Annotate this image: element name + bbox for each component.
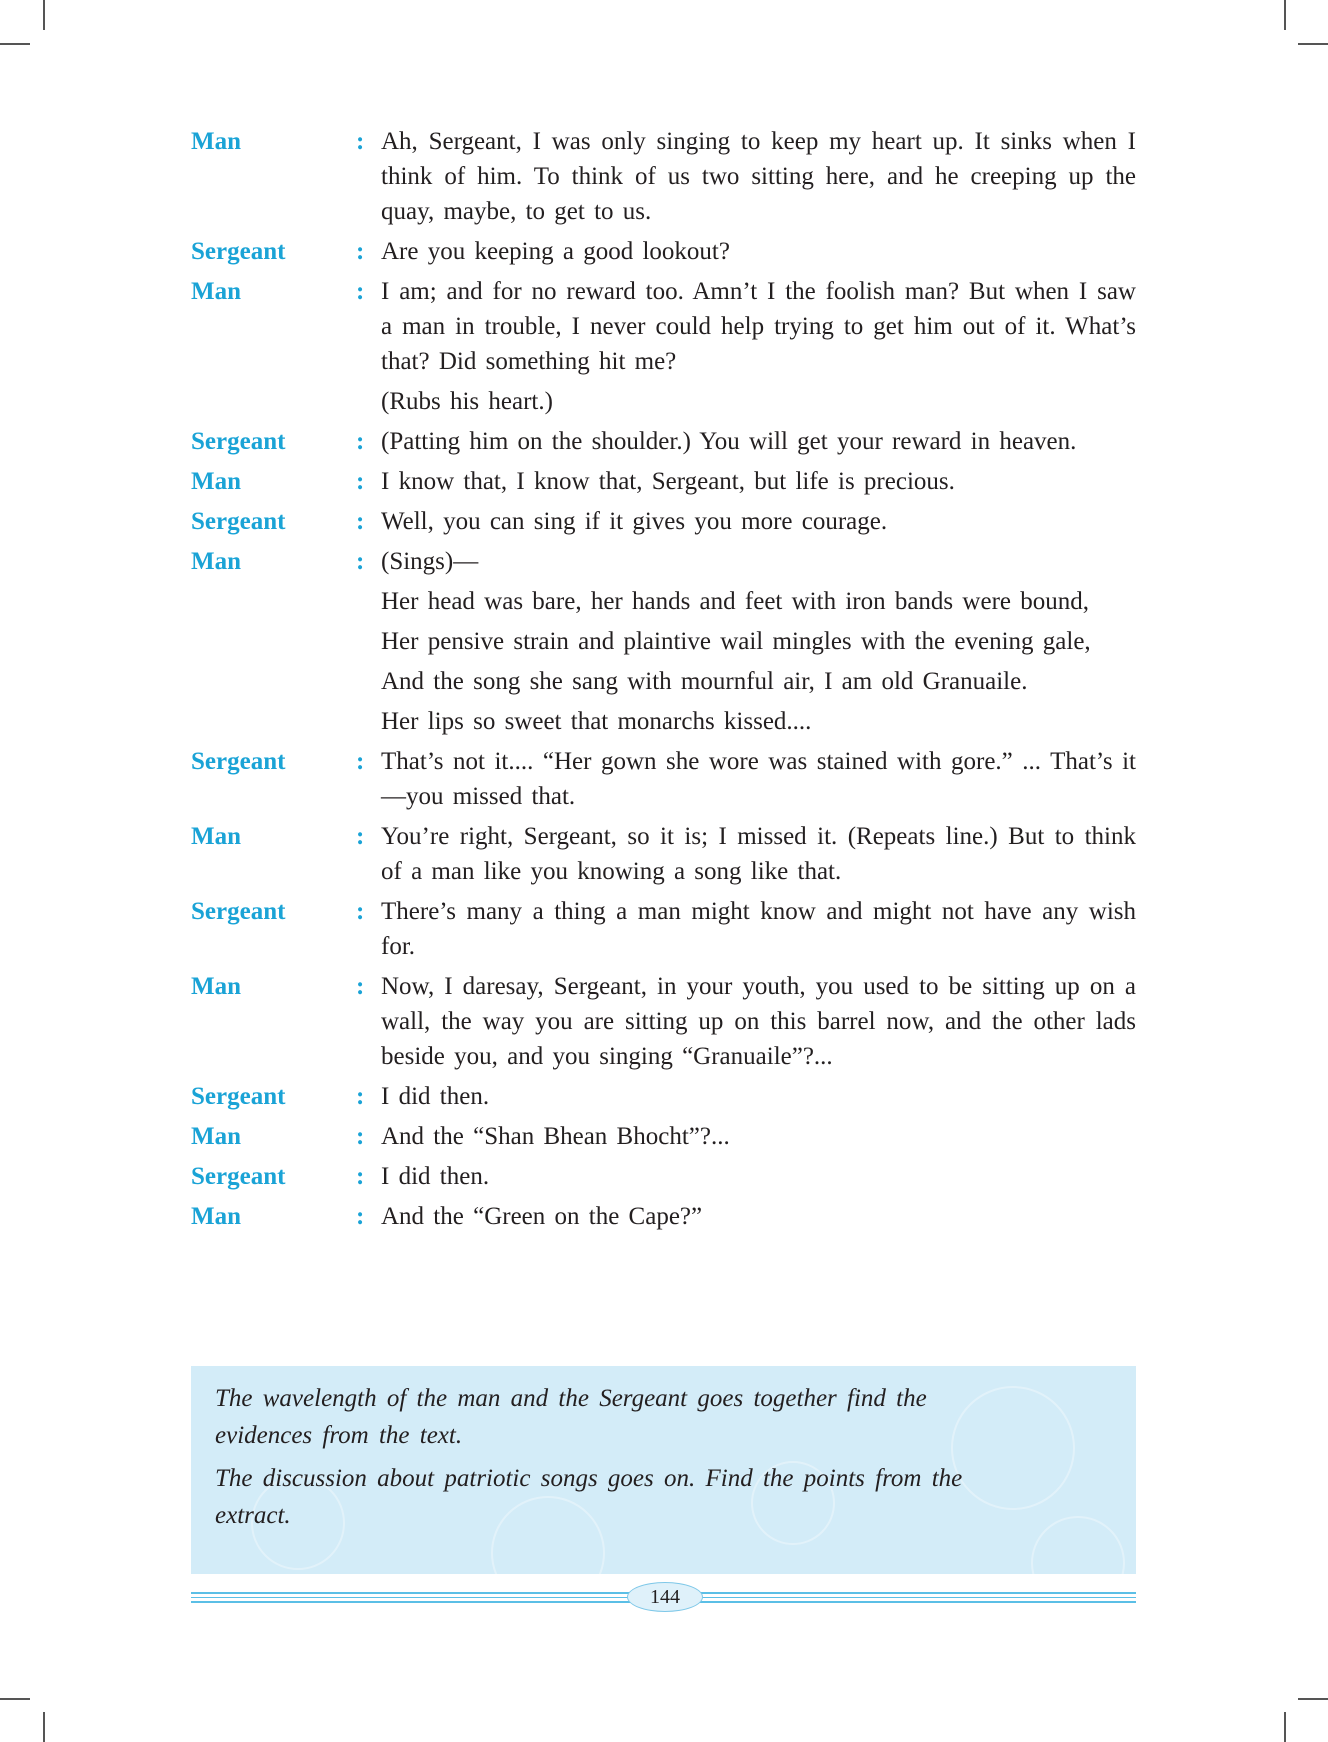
dialogue-line [191,894,1136,964]
song-line: And the song she sang with mournful air, I am old Granuaile. [381,668,1028,695]
speaker-colon: : [356,823,365,850]
speech-text: I know that, I know that, Sergeant, but life is precious. [381,468,955,495]
dialogue-line [191,969,1136,1074]
speaker-colon: : [356,973,365,1000]
dialogue-line [191,234,1136,269]
speaker-name: Sergeant [191,1163,286,1190]
speaker-colon: : [356,748,365,775]
speaker-name: Man [191,1203,241,1230]
speech-text: There’s many a thing a man might know and might not have any wish for. [381,898,1136,960]
speaker-name: Sergeant [191,428,286,455]
dialogue-line [191,1199,1136,1234]
activity-box [191,1366,1136,1574]
speaker-name: Man [191,468,241,495]
speaker-name: Sergeant [191,1083,286,1110]
crop-mark [43,1712,45,1742]
activity-question: The discussion about patriotic songs goes on. Find the points from the extract. [215,1465,963,1529]
dialogue-line [191,1159,1136,1194]
speech-text: That’s not it.... “Her gown she wore was stained with gore.” ... That’s it—you missed that. [381,748,1136,810]
speaker-colon: : [356,548,365,575]
crop-mark [1284,0,1286,30]
dialogue-line [191,504,1136,539]
stage-direction: (Rubs his heart.) [381,388,553,415]
speaker-name: Man [191,548,241,575]
crop-mark [0,43,30,45]
speech-text: Ah, Sergeant, I was only singing to keep my heart up. It sinks when I think of him. To think of us two sitting here, and he creeping up the quay, maybe, to get to us. [381,128,1136,225]
page-number: 144 [627,1582,703,1612]
song-line: Her lips so sweet that monarchs kissed.... [381,708,812,735]
speaker-name: Man [191,823,241,850]
speaker-name: Man [191,128,241,155]
speech-text: I did then. [381,1163,490,1190]
dialogue-line [191,1119,1136,1154]
speaker-colon: : [356,1123,365,1150]
speaker-name: Man [191,278,241,305]
dialogue-line [191,544,1136,739]
speaker-name: Sergeant [191,748,286,775]
speaker-colon: : [356,1163,365,1190]
dialogue [191,124,1136,1239]
rose-pattern-decoration [1031,1516,1125,1574]
speech-text: Now, I daresay, Sergeant, in your youth, you used to be sitting up on a wall, the way you are sitting up on this barrel now, and the other lads beside you, and you singing “Granuaile”?... [381,973,1136,1070]
dialogue-line [191,274,1136,419]
speaker-colon: : [356,1203,365,1230]
speaker-name: Sergeant [191,508,286,535]
speech-text: And the “Shan Bhean Bhocht”?... [381,1123,730,1150]
dialogue-line [191,744,1136,814]
dialogue-line [191,819,1136,889]
speaker-name: Sergeant [191,238,286,265]
speech-text: I did then. [381,1083,490,1110]
activity-question: The wavelength of the man and the Sergeant goes together find the evidences from the text. [215,1385,927,1449]
speaker-colon: : [356,898,365,925]
dialogue-line [191,464,1136,499]
speaker-colon: : [356,428,365,455]
crop-mark [1298,43,1328,45]
speech-text: I am; and for no reward too. Amn’t I the foolish man? But when I saw a man in trouble, I never could help trying to get him out of it. What’s that? Did something hit me? [381,278,1136,375]
speech-text: And the “Green on the Cape?” [381,1203,703,1230]
speaker-colon: : [356,278,365,305]
crop-mark [1298,1698,1328,1700]
crop-mark [1284,1712,1286,1742]
speaker-colon: : [356,1083,365,1110]
speaker-colon: : [356,468,365,495]
speaker-name: Man [191,1123,241,1150]
speaker-colon: : [356,238,365,265]
crop-mark [43,0,45,30]
speech-text: Are you keeping a good lookout? [381,238,730,265]
speaker-name: Sergeant [191,898,286,925]
speaker-colon: : [356,128,365,155]
song-line: Her head was bare, her hands and feet with iron bands were bound, [381,588,1089,615]
speech-text: (Patting him on the shoulder.) You will get your reward in heaven. [381,428,1077,455]
dialogue-line [191,1079,1136,1114]
speech-text: Well, you can sing if it gives you more courage. [381,508,888,535]
dialogue-line [191,124,1136,229]
song-line: Her pensive strain and plaintive wail mingles with the evening gale, [381,628,1091,655]
dialogue-line [191,424,1136,459]
speech-text: You’re right, Sergeant, so it is; I missed it. (Repeats line.) But to think of a man like you knowing a song like that. [381,823,1136,885]
speaker-colon: : [356,508,365,535]
speech-text: (Sings)— [381,548,479,575]
page-footer [191,1582,1136,1612]
speaker-name: Man [191,973,241,1000]
crop-mark [0,1698,30,1700]
